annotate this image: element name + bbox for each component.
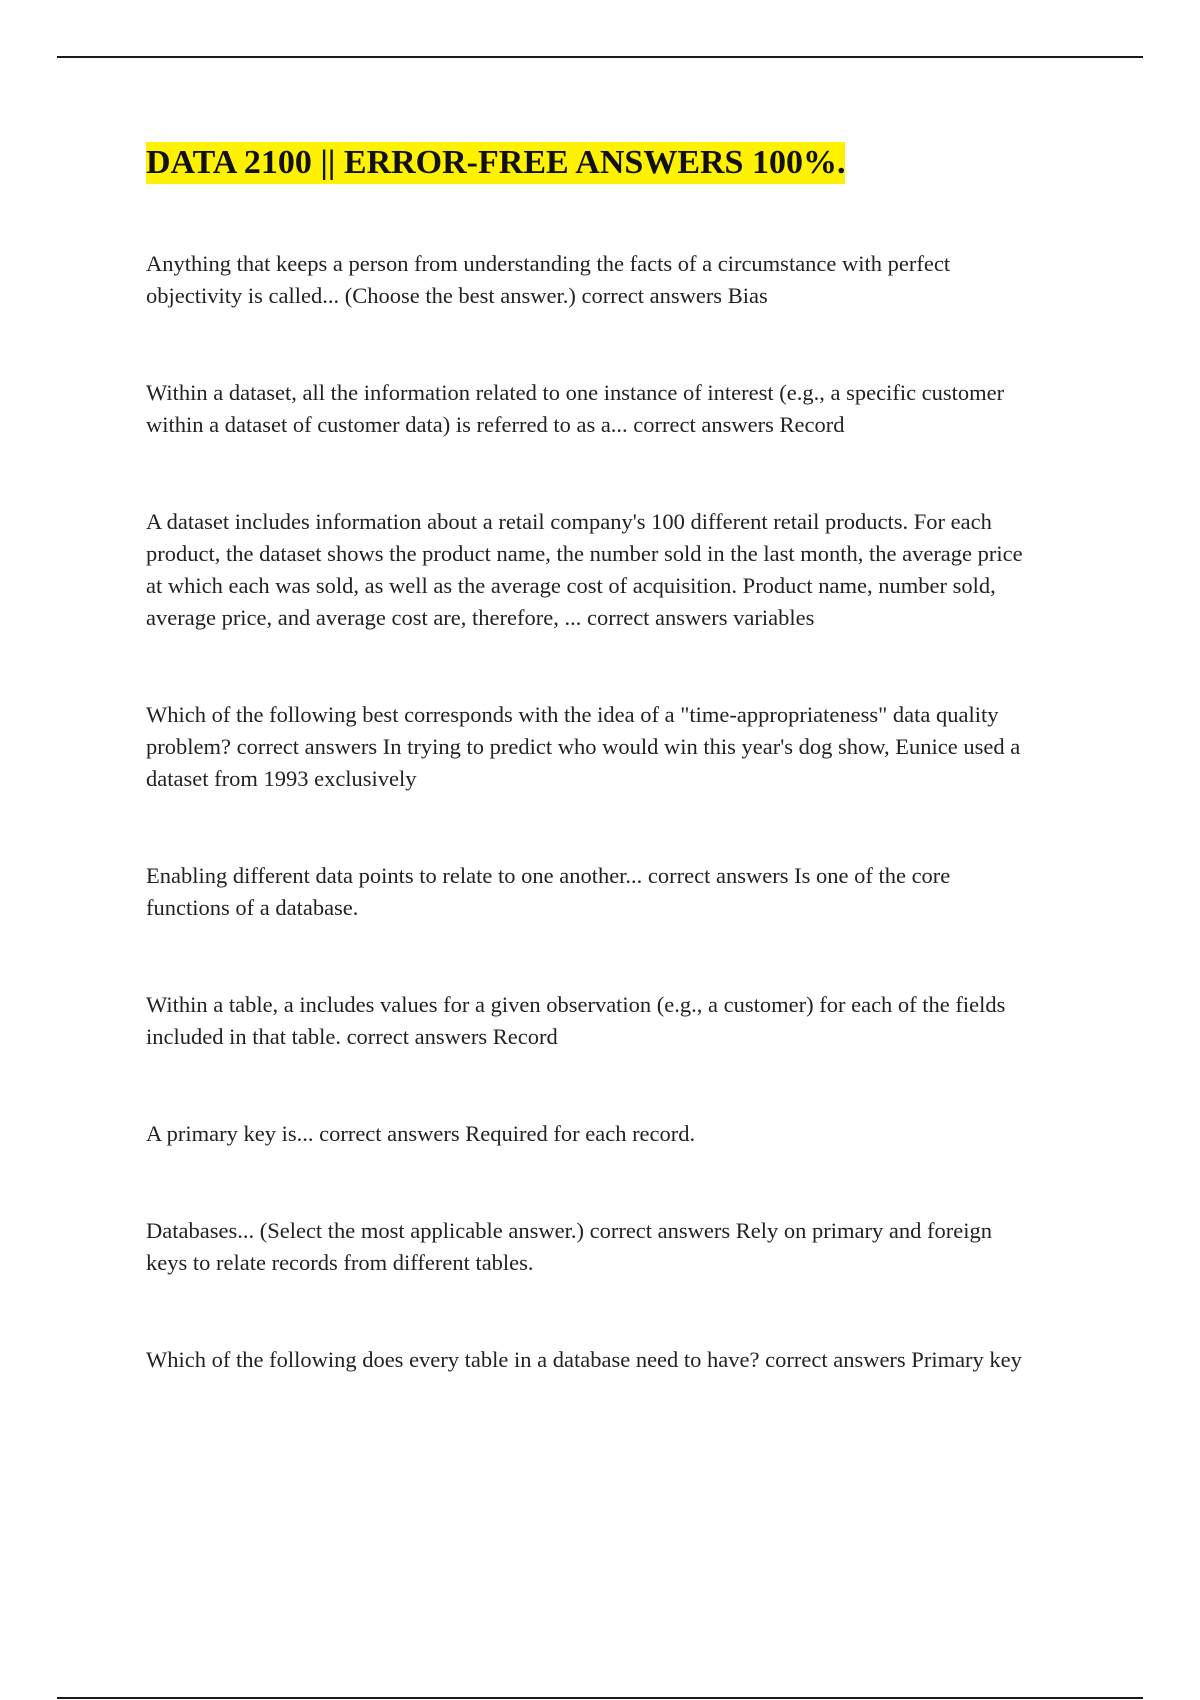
title-highlight: DATA 2100 || ERROR-FREE ANSWERS 100%. — [146, 142, 845, 184]
qa-item-3: A dataset includes information about a retail company's 100 different retail products. For each product, the dataset shows the product name, the number sold in the last month, the average price at which each was sold, as well as the average cost of acquisition. Product name, number sold, average price, and average cost are, therefore, ... correct answers variables — [146, 509, 1023, 630]
top-rule — [57, 56, 1143, 58]
qa-item-7: A primary key is... correct answers Required for each record. — [146, 1121, 696, 1146]
qa-item-4: Which of the following best corresponds with the idea of a "time-appropriateness" data quality problem? correct answers In trying to predict who would win this year's dog show, Eunice used a dataset from 1993 exclusively — [146, 702, 1021, 791]
qa-item-8: Databases... (Select the most applicable answer.) correct answers Rely on primary and foreign keys to relate records from different tables. — [146, 1218, 992, 1275]
qa-item-9: Which of the following does every table in a database need to have? correct answers Primary key — [146, 1347, 1022, 1372]
qa-item-6: Within a table, a includes values for a given observation (e.g., a customer) for each of the fields included in that table. correct answers Record — [146, 992, 1006, 1049]
document-title — [146, 143, 1096, 183]
bottom-rule — [57, 1697, 1143, 1699]
qa-item-1: Anything that keeps a person from understanding the facts of a circumstance with perfect objectivity is called... (Choose the best answer.) correct answers Bias — [146, 251, 951, 308]
qa-item-5: Enabling different data points to relate to one another... correct answers Is one of the core functions of a database. — [146, 863, 951, 920]
document-body — [146, 143, 1096, 1376]
qa-list — [146, 248, 1096, 1376]
qa-item-2: Within a dataset, all the information related to one instance of interest (e.g., a specific customer within a dataset of customer data) is referred to as a... correct answers Record — [146, 380, 1005, 437]
